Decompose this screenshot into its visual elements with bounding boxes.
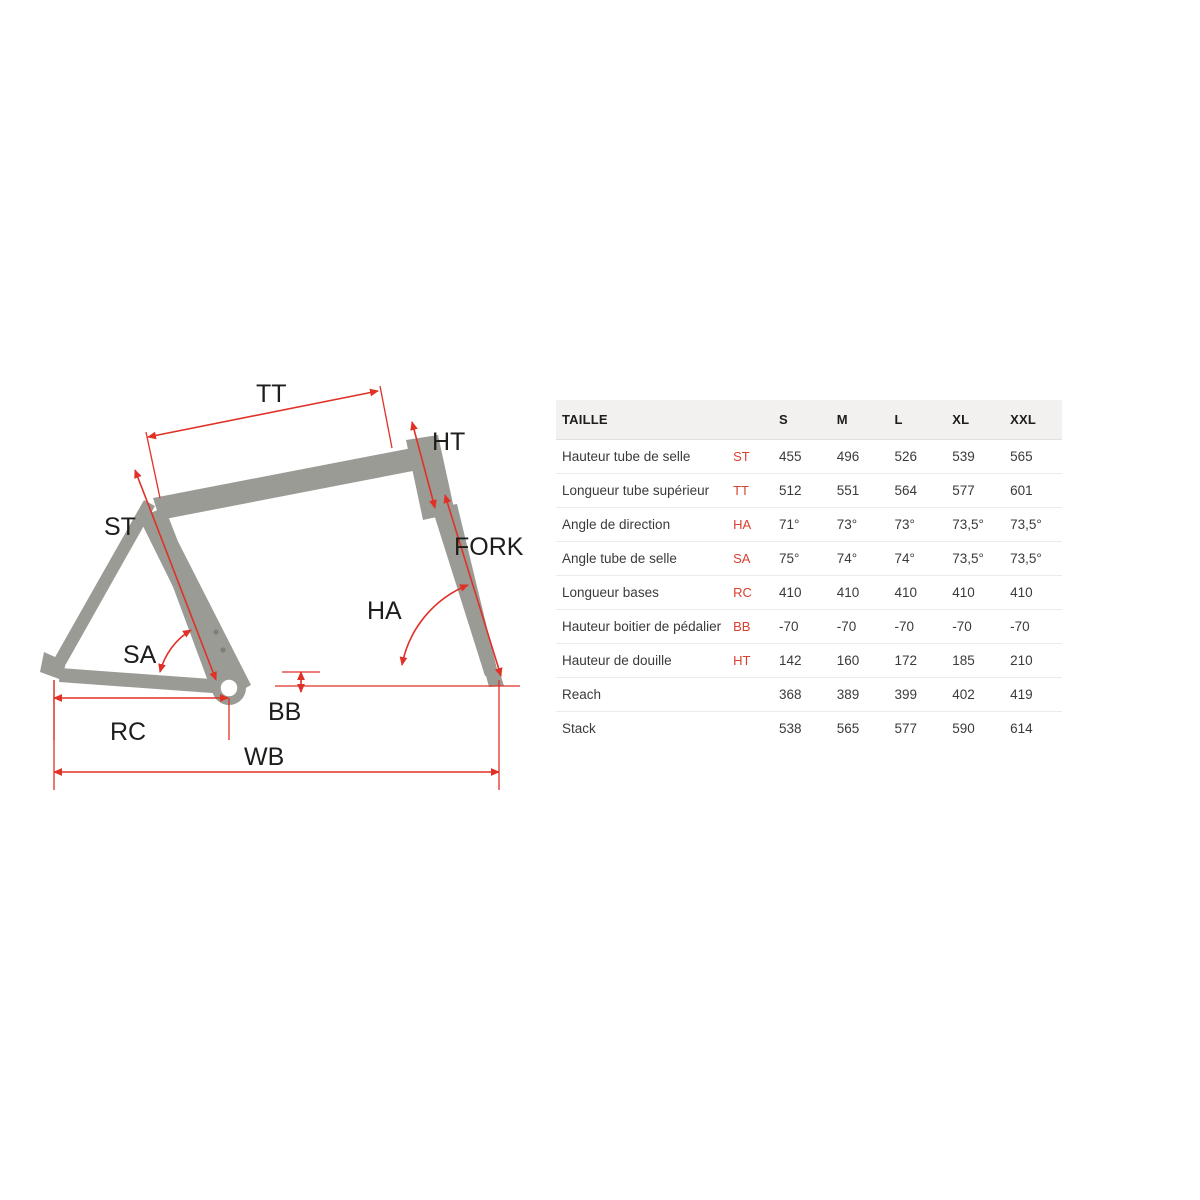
row-value-m: 160 bbox=[831, 644, 889, 678]
header-size-xxl: XXL bbox=[1004, 400, 1062, 440]
table-row bbox=[556, 508, 1062, 542]
row-value-xl: 73,5° bbox=[946, 508, 1004, 542]
row-value-xl: -70 bbox=[946, 610, 1004, 644]
dim-sa-arc bbox=[160, 630, 191, 672]
row-value-m: 389 bbox=[831, 678, 889, 712]
header-size-s: S bbox=[773, 400, 831, 440]
row-value-l: 172 bbox=[888, 644, 946, 678]
table-row bbox=[556, 678, 1062, 712]
bottom-bracket-hole bbox=[220, 679, 238, 697]
row-code: TT bbox=[727, 474, 773, 508]
row-value-xl: 577 bbox=[946, 474, 1004, 508]
row-value-xxl: 73,5° bbox=[1004, 542, 1062, 576]
row-value-xxl: 73,5° bbox=[1004, 508, 1062, 542]
row-label: Angle tube de selle bbox=[556, 542, 727, 576]
row-value-l: 399 bbox=[888, 678, 946, 712]
table-row bbox=[556, 610, 1062, 644]
row-value-m: 551 bbox=[831, 474, 889, 508]
table-row bbox=[556, 440, 1062, 474]
row-label: Hauteur tube de selle bbox=[556, 440, 727, 474]
label-fork: FORK bbox=[454, 533, 524, 561]
row-code: RC bbox=[727, 576, 773, 610]
table-row bbox=[556, 712, 1062, 746]
row-label: Hauteur boitier de pédalier bbox=[556, 610, 727, 644]
row-value-s: 512 bbox=[773, 474, 831, 508]
row-value-s: -70 bbox=[773, 610, 831, 644]
table-row bbox=[556, 576, 1062, 610]
row-value-xl: 539 bbox=[946, 440, 1004, 474]
row-value-xxl: 210 bbox=[1004, 644, 1062, 678]
row-label: Longueur tube supérieur bbox=[556, 474, 727, 508]
row-value-s: 455 bbox=[773, 440, 831, 474]
label-ha: HA bbox=[367, 597, 402, 625]
row-code: BB bbox=[727, 610, 773, 644]
label-rc: RC bbox=[110, 718, 147, 746]
row-value-m: 74° bbox=[831, 542, 889, 576]
row-value-s: 75° bbox=[773, 542, 831, 576]
row-value-xl: 590 bbox=[952, 721, 975, 736]
frame-silhouette bbox=[40, 435, 504, 705]
row-code: HA bbox=[727, 508, 773, 542]
row-label: Longueur bases bbox=[556, 576, 727, 610]
geometry-table-body bbox=[556, 440, 1062, 746]
row-label: Angle de direction bbox=[556, 508, 727, 542]
row-value-l: 564 bbox=[888, 474, 946, 508]
row-value-m: 73° bbox=[831, 508, 889, 542]
dim-fork bbox=[445, 495, 501, 676]
row-value-l: 410 bbox=[888, 576, 946, 610]
geometry-table-head bbox=[556, 400, 1062, 440]
label-tt: TT bbox=[256, 380, 287, 408]
row-value-xl: 185 bbox=[946, 644, 1004, 678]
row-value-l: 577 bbox=[894, 721, 918, 736]
row-value-m: -70 bbox=[831, 610, 889, 644]
row-value-l: 526 bbox=[888, 440, 946, 474]
row-value-m: 496 bbox=[831, 440, 889, 474]
row-value-m: 565 bbox=[836, 721, 860, 736]
row-value-s: 538 bbox=[778, 721, 802, 736]
frame-geometry-diagram bbox=[20, 380, 540, 810]
row-value-s: 71° bbox=[773, 508, 831, 542]
label-sa: SA bbox=[123, 641, 157, 669]
geometry-table bbox=[556, 400, 1062, 745]
row-value-xxl: 601 bbox=[1004, 474, 1062, 508]
row-code: HT bbox=[727, 644, 773, 678]
row-code bbox=[727, 712, 773, 746]
row-value-m: 410 bbox=[831, 576, 889, 610]
row-value-l: 74° bbox=[888, 542, 946, 576]
row-value-xl: 73,5° bbox=[946, 542, 1004, 576]
row-value-xxl: 565 bbox=[1004, 440, 1062, 474]
row-value-s: 142 bbox=[773, 644, 831, 678]
table-row bbox=[556, 644, 1062, 678]
row-value-xxl: -70 bbox=[1004, 610, 1062, 644]
row-value-l: -70 bbox=[888, 610, 946, 644]
row-value-l: 73° bbox=[888, 508, 946, 542]
header-taille: TAILLE bbox=[556, 400, 727, 440]
row-value-s: 368 bbox=[773, 678, 831, 712]
row-value-xl: 410 bbox=[946, 576, 1004, 610]
label-bb: BB bbox=[268, 698, 302, 726]
label-st: ST bbox=[104, 513, 136, 541]
row-value-xl: 402 bbox=[946, 678, 1004, 712]
row-value-xxl: 419 bbox=[1004, 678, 1062, 712]
dim-ha-arc bbox=[402, 585, 468, 665]
table-header-row bbox=[556, 400, 1062, 440]
table-row bbox=[556, 474, 1062, 508]
row-code: ST bbox=[727, 440, 773, 474]
label-wb: WB bbox=[244, 743, 285, 771]
header-size-m: M bbox=[831, 400, 889, 440]
row-value-xxl: 410 bbox=[1004, 576, 1062, 610]
row-code: SA bbox=[727, 542, 773, 576]
row-label: Hauteur de douille bbox=[556, 644, 727, 678]
header-size-l: L bbox=[888, 400, 946, 440]
row-code bbox=[727, 678, 773, 712]
header-size-xl: XL bbox=[946, 400, 1004, 440]
row-value-s: 410 bbox=[773, 576, 831, 610]
row-value-xxl: 614 bbox=[1010, 721, 1033, 736]
label-ht: HT bbox=[432, 428, 466, 456]
table-row bbox=[556, 542, 1062, 576]
row-label: Stack bbox=[562, 721, 596, 736]
row-label: Reach bbox=[556, 678, 727, 712]
header-code bbox=[727, 400, 773, 440]
